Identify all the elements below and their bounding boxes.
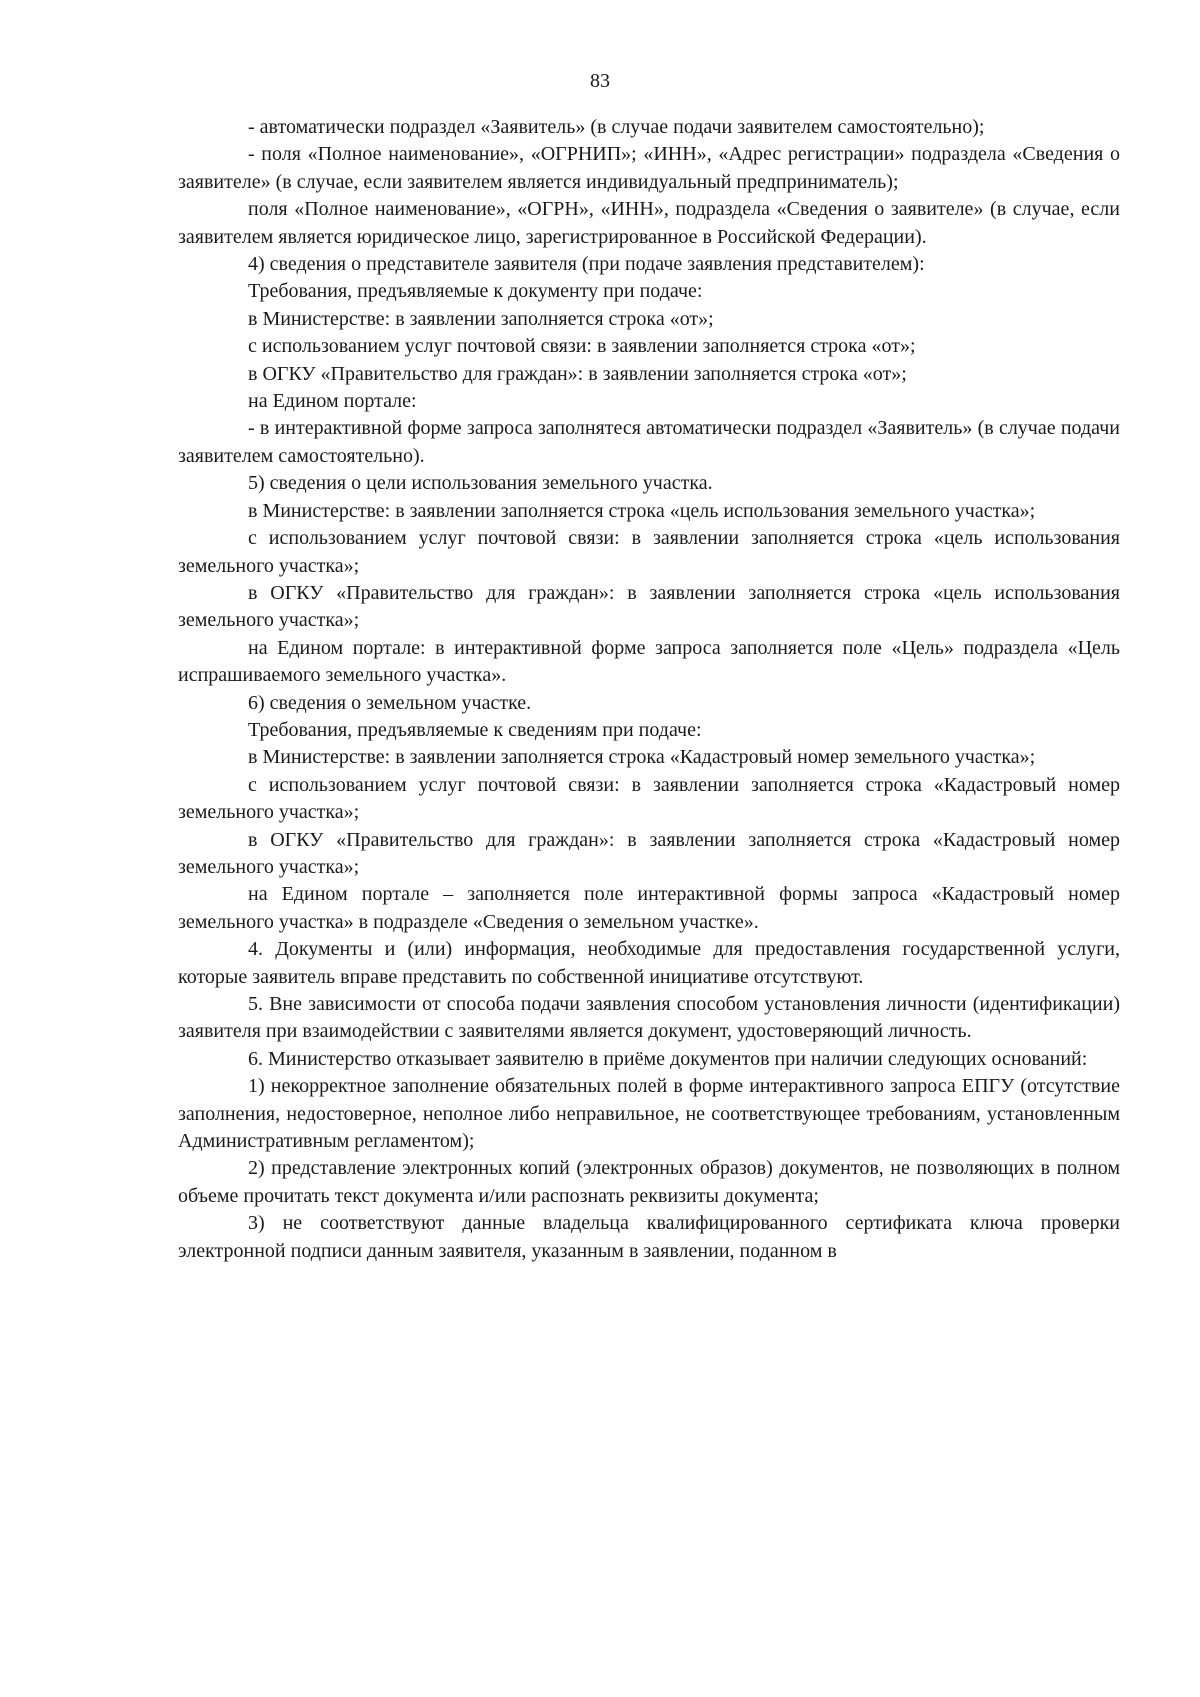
paragraph: 6. Министерство отказывает заявителю в приёме документов при наличии следующих оснований: (248, 1047, 1088, 1070)
paragraph: в ОГКУ «Правительство для граждан»: в заявлении заполняется строка «цель использования земельного участка»; (178, 581, 1120, 632)
paragraph: в Министерстве: в заявлении заполняется строка «Кадастровый номер земельного участка»; (248, 746, 1036, 769)
paragraph: с использованием услуг почтовой связи: в заявлении заполняется строка «цель использования земельного участка»; (178, 527, 1120, 577)
paragraph: поля «Полное наименование», «ОГРН», «ИНН», подраздела «Сведения о заявителе» (в случае, если заявителем является юридическое лицо, зарегистрированное в Российской Федерации). (178, 198, 1120, 248)
paragraph: 4) сведения о представителе заявителя (при подаче заявления представителем): (248, 253, 925, 276)
paragraph: - автоматически подраздел «Заявитель» (в случае подачи заявителем самостоятельно); (248, 116, 985, 138)
paragraph: 5) сведения о цели использования земельного участка. (248, 472, 713, 495)
paragraph: в Министерстве: в заявлении заполняется строка «от»; (248, 307, 714, 330)
paragraph: - поля «Полное наименование», «ОГРНИП»; «ИНН», «Адрес регистрации» подраздела «Сведения о заявителе» (в случае, если заявителем является индивидуальный предприниматель); (178, 143, 1120, 193)
paragraph: Требования, предъявляемые к документу при подаче: (248, 280, 703, 303)
paragraph: 1) некорректное заполнение обязательных полей в форме интерактивного запроса ЕПГУ (отсутствие заполнения, недостоверное, неполное либо неправильное, не соответствующее требованиям, установленным Административным регламентом); (178, 1075, 1120, 1153)
paragraph: 3) не соответствуют данные владельца квалифицированного сертификата ключа проверки электронной подписи данным заявителя, указанным в заявлении, поданном в (178, 1212, 1120, 1262)
paragraph: 6) сведения о земельном участке. (248, 691, 532, 714)
paragraph: в Министерстве: в заявлении заполняется строка «цель использования земельного участка»; (248, 499, 1036, 522)
paragraph: на Едином портале – заполняется поле интерактивной формы запроса «Кадастровый номер земельного участка» в подразделе «Сведения о земельном участке». (178, 883, 1120, 933)
paragraph: Требования, предъявляемые к сведениям при подаче: (248, 718, 702, 741)
paragraph: в ОГКУ «Правительство для граждан»: в заявлении заполняется строка «Кадастровый номер земельного участка»; (178, 828, 1120, 878)
paragraph: с использованием услуг почтовой связи: в заявлении заполняется строка «от»; (248, 335, 916, 358)
paragraph: 2) представление электронных копий (электронных образов) документов, не позволяющих в полном объеме прочитать текст документа и/или распознать реквизиты документа; (178, 1157, 1120, 1207)
paragraph: на Едином портале: (248, 390, 417, 413)
paragraph: 4. Документы и (или) информация, необходимые для предоставления государственной услуги, которые заявитель вправе представить по собственной инициативе отсутствуют. (178, 938, 1120, 988)
paragraph: в ОГКУ «Правительство для граждан»: в заявлении заполняется строка «от»; (248, 362, 907, 385)
paragraph: с использованием услуг почтовой связи: в заявлении заполняется строка «Кадастровый номер земельного участка»; (178, 773, 1120, 824)
paragraph: - в интерактивной форме запроса заполнятеся автоматически подраздел «Заявитель» (в случае подачи заявителем самостоятельно). (178, 417, 1120, 467)
paragraph: 5. Вне зависимости от способа подачи заявления способом установления личности (идентификации) заявителя при взаимодействии с заявителями является документ, удостоверяющий личность. (178, 993, 1120, 1043)
document-body (178, 114, 1120, 1265)
page-number: 83 (590, 70, 610, 92)
paragraph: на Едином портале: в интерактивной форме запроса заполняется поле «Цель» подраздела «Цель испрашиваемого земельного участка». (178, 636, 1120, 687)
